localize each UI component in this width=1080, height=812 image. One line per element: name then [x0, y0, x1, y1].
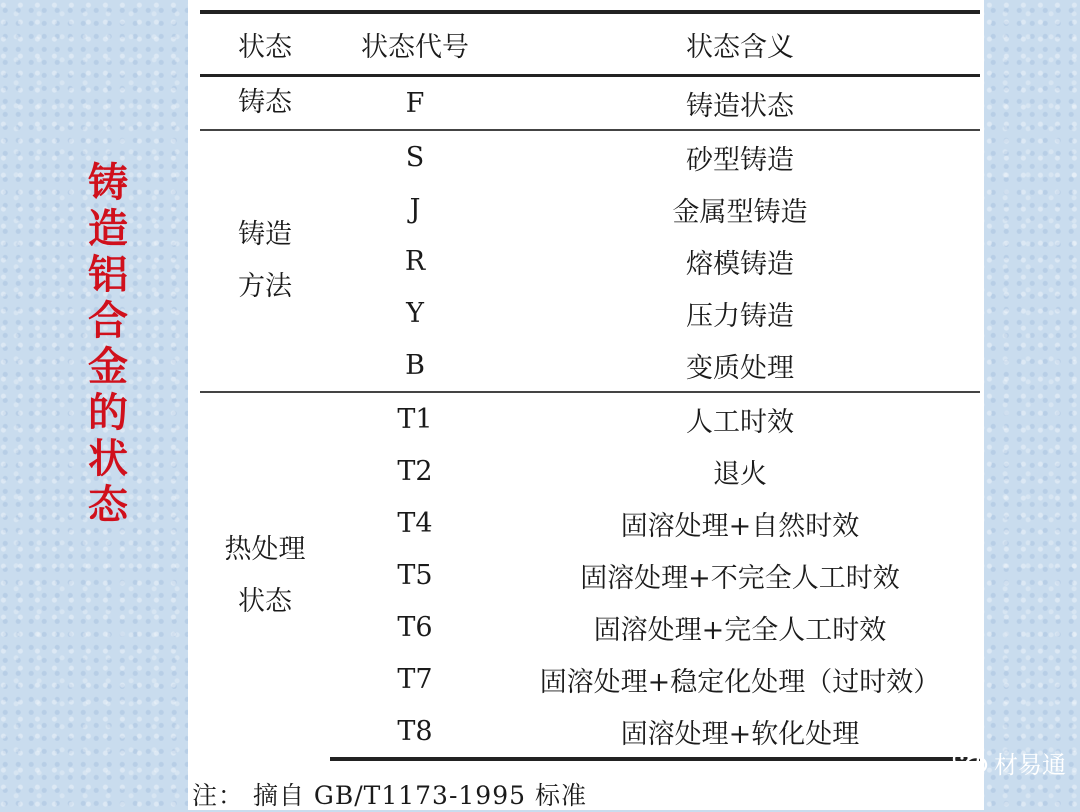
code-cell: S [330, 130, 500, 183]
watermark [952, 742, 1066, 782]
wechat-icon [952, 747, 988, 777]
table-body [200, 76, 980, 760]
code-cell: T5 [397, 559, 433, 591]
category-label: 热处理 [224, 534, 306, 565]
code-cell: T1 [330, 392, 500, 445]
code-cell: T7 [397, 663, 433, 695]
category-label: 铸造 [238, 219, 292, 250]
category-cell [200, 130, 330, 392]
category-label: 铸态 [238, 87, 292, 118]
meaning-cell: 固溶处理+稳定化处理（过时效） [539, 666, 941, 698]
category-label: 方法 [238, 271, 292, 302]
code-cell: J [409, 193, 421, 225]
header-status: 状态 [200, 12, 330, 76]
meaning-cell: 人工时效 [500, 392, 980, 445]
header-code: 状态代号 [330, 12, 500, 76]
meaning-cell: 金属型铸造 [672, 196, 808, 228]
code-cell: T6 [397, 611, 433, 643]
code-cell: Y [406, 297, 424, 329]
code-cell: B [405, 349, 425, 381]
header-row [200, 12, 980, 76]
source-note: 注： 摘自 GB/T1173-1995 标准 [192, 781, 587, 810]
meaning-cell: 退火 [713, 458, 767, 490]
watermark-text: 材易通 [994, 750, 1066, 779]
code-cell: T2 [397, 455, 433, 487]
code-cell: F [405, 87, 425, 119]
code-cell: T4 [397, 507, 433, 539]
category-label: 状态 [238, 586, 292, 617]
code-cell: T8 [330, 705, 500, 759]
table-panel [188, 0, 984, 810]
side-title: 铸造铝合金的状态 [88, 160, 128, 528]
table-row [200, 76, 980, 131]
meaning-cell: 铸造状态 [686, 90, 794, 122]
table-row [200, 392, 980, 445]
status-table [200, 10, 980, 761]
meaning-cell: 熔模铸造 [686, 248, 794, 280]
meaning-cell: 固溶处理+完全人工时效 [593, 614, 887, 646]
meaning-cell: 固溶处理+软化处理 [500, 705, 980, 759]
table-row [200, 130, 980, 183]
category-cell [200, 392, 330, 759]
meaning-cell: 固溶处理+自然时效 [620, 510, 860, 542]
header-meaning: 状态含义 [500, 12, 980, 76]
code-cell: R [404, 245, 426, 277]
category-cell [200, 76, 330, 131]
meaning-cell: 固溶处理+不完全人工时效 [580, 562, 900, 594]
meaning-cell: 变质处理 [686, 352, 794, 384]
meaning-cell: 压力铸造 [686, 300, 794, 332]
meaning-cell: 砂型铸造 [500, 130, 980, 183]
